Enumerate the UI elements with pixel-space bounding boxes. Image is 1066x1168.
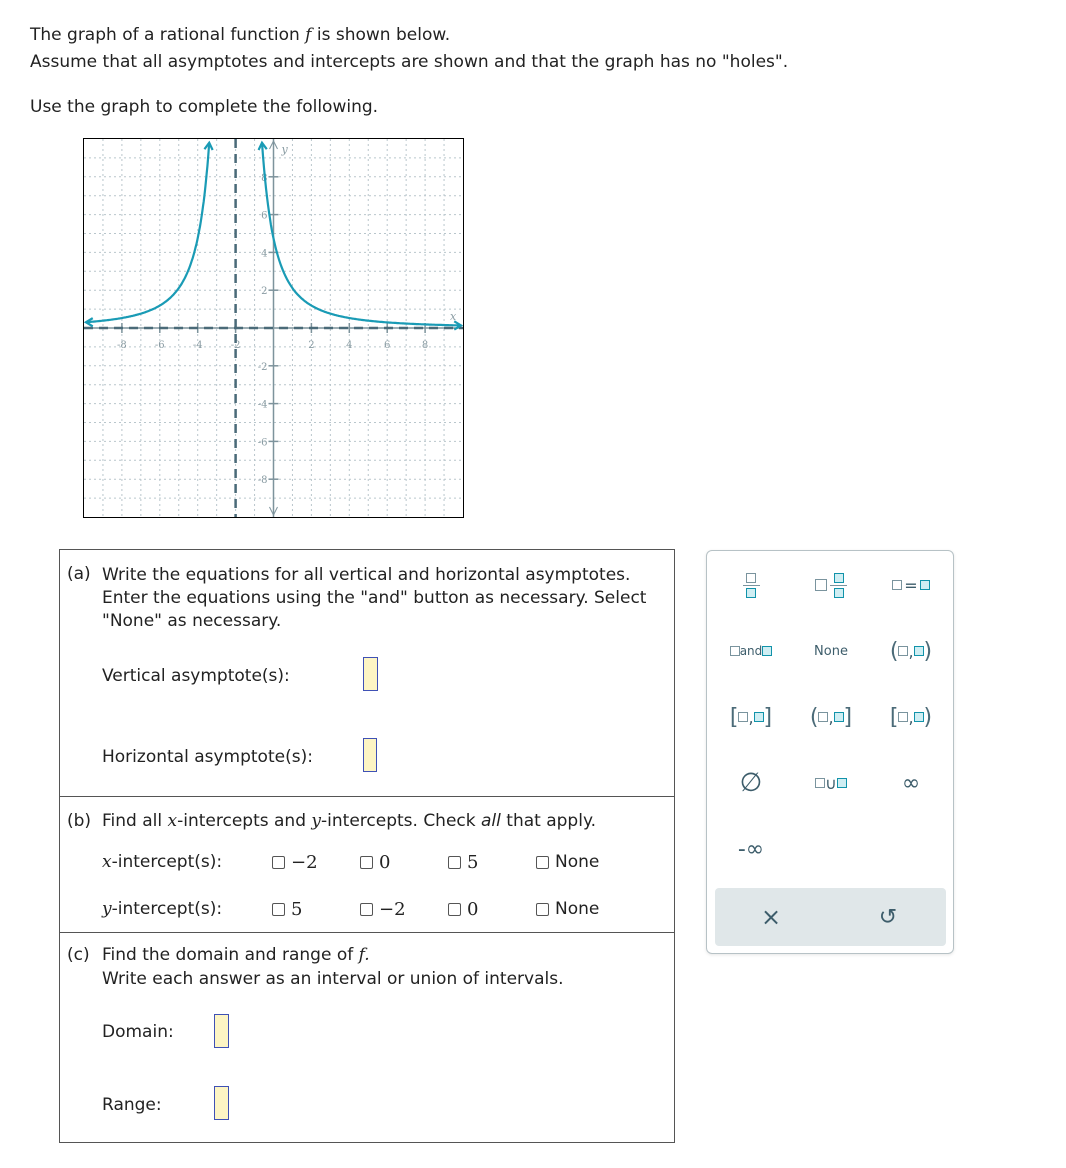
option-label: None [555, 852, 600, 872]
left-open-interval-button[interactable]: ( , ] [809, 704, 853, 730]
vertical-asymptote-input[interactable] [363, 657, 378, 691]
y-tick-label: 4 [261, 248, 268, 260]
part-a [60, 550, 674, 797]
horizontal-asymptote-input[interactable] [363, 738, 377, 772]
y-var: y [102, 899, 112, 919]
checkbox[interactable] [360, 856, 373, 869]
checkbox[interactable] [536, 856, 549, 869]
intro-text: The graph of a rational function [30, 25, 306, 45]
mixed-number-button[interactable] [791, 563, 871, 607]
horizontal-asymptote-label: Horizontal asymptote(s): [102, 747, 313, 767]
part-b-instructions [102, 811, 596, 831]
intro-line-1 [30, 22, 450, 49]
left-branch [86, 143, 209, 322]
x-var: x [167, 811, 178, 831]
graph-svg [84, 139, 463, 517]
x-tick-label: -6 [154, 340, 165, 351]
function-graph [83, 138, 464, 518]
fraction-button[interactable] [711, 563, 791, 607]
part-c [60, 933, 674, 1143]
right-branch [262, 143, 461, 326]
y-intercept-option-5[interactable] [272, 899, 302, 920]
and-text: and [739, 644, 763, 658]
x-tick-label: 2 [308, 340, 315, 351]
x-tick-label: -4 [192, 340, 203, 351]
open-interval-button[interactable]: ( , ) [889, 638, 933, 664]
y-tick-label: -4 [257, 399, 268, 411]
domain-input[interactable] [214, 1014, 229, 1048]
checkbox[interactable] [360, 903, 373, 916]
option-label: 0 [379, 852, 391, 873]
y-tick-label: -6 [257, 437, 268, 449]
x-tick-label: -8 [117, 340, 127, 351]
x-tick-label: -2 [230, 340, 241, 351]
y-tick-label: 6 [261, 210, 268, 222]
right-open-interval-button[interactable]: [ , ) [889, 704, 933, 730]
option-label: 5 [467, 852, 479, 873]
part-b-label: (b) [67, 811, 92, 831]
part-a-instructions: Write the equations for all vertical and horizontal asymptotes. Enter the equations using the "and" button as necessary. Select "None" as necessary. [102, 565, 647, 631]
y-intercept-option-0[interactable] [448, 899, 478, 920]
y-axis-label: y [281, 143, 288, 156]
negative-infinity-button[interactable]: -∞ [737, 836, 765, 862]
part-a-label: (a) [67, 564, 91, 584]
y-tick-label: 2 [261, 286, 268, 298]
range-input[interactable] [214, 1086, 229, 1120]
y-tick-label: -2 [257, 361, 268, 373]
checkbox[interactable] [448, 903, 461, 916]
clear-icon[interactable]: × [760, 903, 782, 931]
option-label: −2 [379, 899, 406, 920]
function-name: f [305, 25, 312, 45]
part-b [60, 797, 674, 933]
part-c-instructions-1 [102, 945, 370, 965]
x-tick-label: 4 [346, 340, 353, 351]
equals-button[interactable] [871, 563, 951, 607]
question-panel [59, 549, 675, 1143]
option-label: 0 [467, 899, 479, 920]
label-text: -intercept(s): [111, 852, 223, 872]
empty-set-button[interactable]: ∅ [739, 768, 763, 798]
text: Find all [102, 811, 168, 831]
none-button[interactable]: None [814, 643, 848, 659]
option-label: None [555, 899, 600, 919]
function-name: f. [358, 945, 370, 965]
label-text: -intercept(s): [111, 899, 223, 919]
x-intercept-option-0[interactable] [360, 852, 390, 873]
y-intercept-option-none[interactable] [536, 899, 599, 919]
domain-label: Domain: [102, 1022, 174, 1042]
checkbox[interactable] [272, 903, 285, 916]
text: Find the domain and range of [102, 945, 359, 965]
emphasis-all: all [481, 811, 501, 831]
range-label: Range: [102, 1095, 162, 1115]
checkbox[interactable] [536, 903, 549, 916]
text: -intercepts and [177, 811, 312, 831]
x-intercept-option-5[interactable] [448, 852, 478, 873]
undo-icon[interactable]: ↺ [878, 904, 898, 930]
checkbox[interactable] [272, 856, 285, 869]
and-button[interactable] [711, 629, 791, 673]
y-tick-label: -8 [257, 475, 268, 487]
x-tick-label: 8 [421, 340, 429, 351]
text: -intercepts. Check [321, 811, 482, 831]
y-intercept-option-neg2[interactable] [360, 899, 406, 920]
x-tick-label: 6 [384, 340, 391, 351]
intro-line-3: Use the graph to complete the following. [30, 97, 379, 117]
option-label: −2 [291, 852, 318, 873]
part-c-instructions-2: Write each answer as an interval or union of intervals. [102, 969, 564, 989]
closed-interval-button[interactable]: [ , ] [729, 704, 773, 730]
y-intercept-label [102, 899, 222, 919]
x-intercept-label [102, 852, 222, 872]
x-axis-label: x [450, 310, 457, 323]
union-button[interactable] [791, 761, 871, 805]
text: that apply. [500, 811, 596, 831]
infinity-button[interactable]: ∞ [901, 770, 921, 796]
y-var: y [311, 811, 322, 831]
keypad-action-bar [715, 888, 946, 946]
part-c-label: (c) [67, 945, 90, 965]
intro-line-2: Assume that all asymptotes and intercepts are shown and that the graph has no "holes". [30, 52, 789, 72]
union-sign: ∪ [825, 773, 837, 793]
x-intercept-option-none[interactable] [536, 852, 599, 872]
y-tick-label: 8 [261, 172, 268, 184]
option-label: 5 [291, 899, 303, 920]
intro-text: is shown below. [311, 25, 451, 45]
x-var: x [102, 852, 112, 872]
equals-sign: = [904, 575, 918, 595]
math-keypad [706, 550, 954, 954]
checkbox[interactable] [448, 856, 461, 869]
vertical-asymptote-label: Vertical asymptote(s): [102, 666, 290, 686]
x-intercept-option-neg2[interactable] [272, 852, 318, 873]
